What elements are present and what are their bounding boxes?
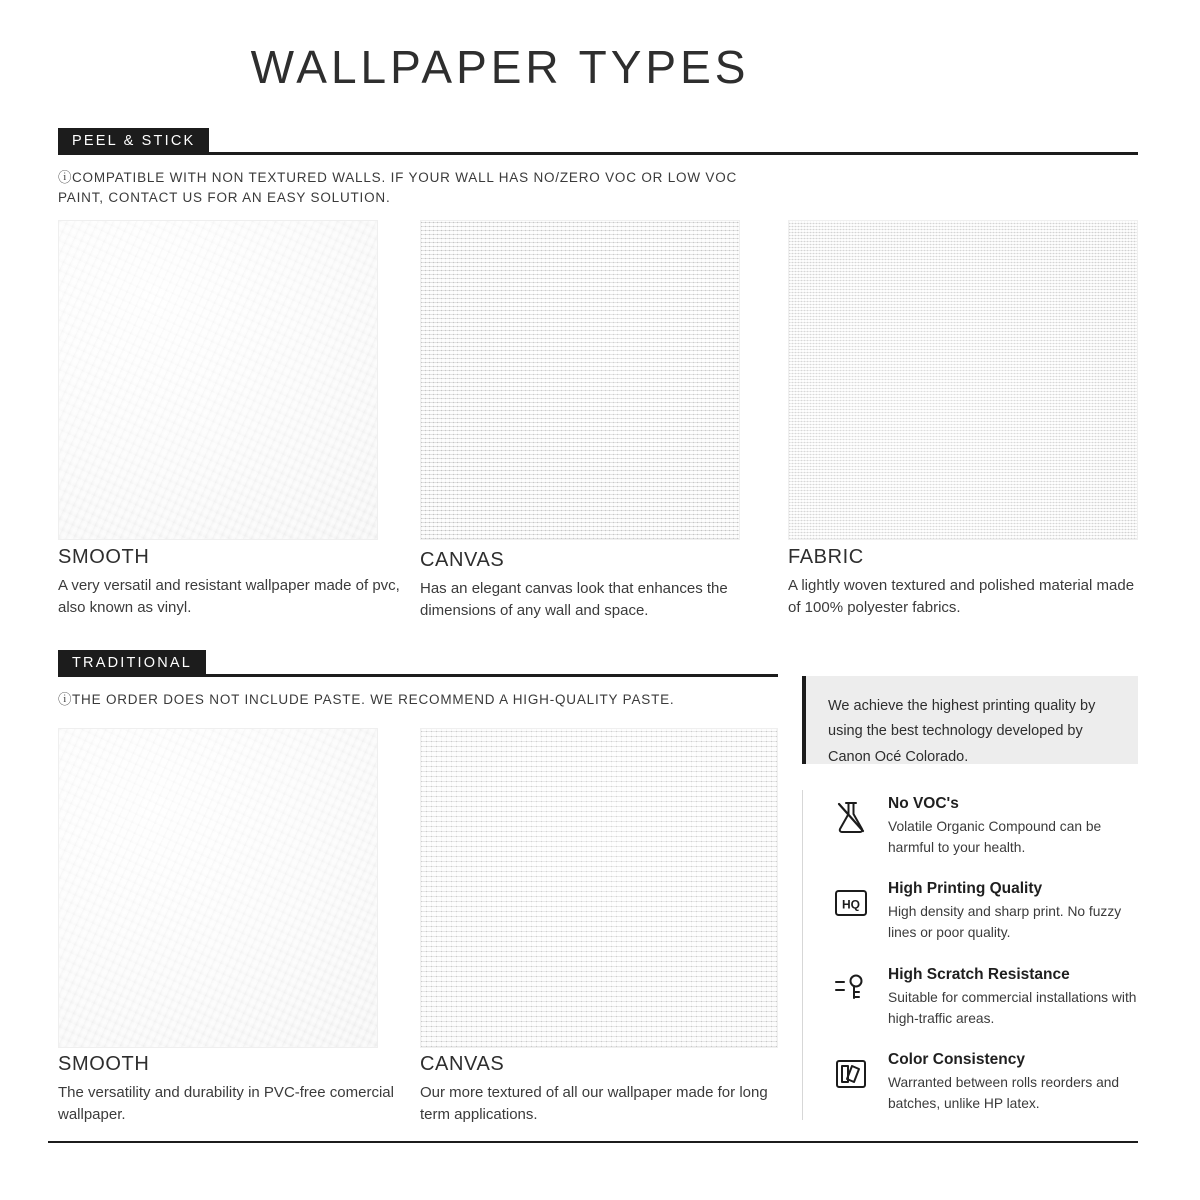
hq-print-icon xyxy=(830,882,872,924)
feature-description: Volatile Organic Compound can be harmful to your health. xyxy=(888,819,1102,855)
swatch-desc-canvas-2: Our more textured of all our wallpaper made for long term applications. xyxy=(420,1084,768,1123)
footer-rule xyxy=(48,1141,1138,1143)
quote-box xyxy=(806,676,1138,764)
swatch-desc-canvas-1: Has an elegant canvas look that enhances the dimensions of any wall and space. xyxy=(420,580,728,619)
section-rule-peel-stick xyxy=(58,152,1138,155)
feature-title: High Scratch Resistance xyxy=(888,966,1070,983)
swatch-title-canvas-1: CANVAS xyxy=(420,549,505,571)
svg-text:HQ: HQ xyxy=(842,897,860,912)
quote-text: We achieve the highest printing quality by using the best technology developed by Canon Océ Colorado. xyxy=(828,698,1096,765)
section-note-peel-stick xyxy=(58,168,758,207)
swatch-peel-stick-fabric xyxy=(788,220,1138,540)
info-icon: ⓘ xyxy=(58,170,73,185)
section-tag-peel-stick: PEEL & STICK xyxy=(58,128,209,155)
scratch-resistance-icon xyxy=(830,968,872,1010)
swatch-peel-stick-canvas xyxy=(420,220,740,540)
page-title: WALLPAPER TYPES xyxy=(250,41,750,93)
info-icon: ⓘ xyxy=(58,692,73,707)
swatch-title-smooth-2: SMOOTH xyxy=(58,1053,150,1075)
swatch-title-fabric-1: FABRIC xyxy=(788,546,864,568)
feature-title: High Printing Quality xyxy=(888,880,1043,897)
swatch-title-smooth-1: SMOOTH xyxy=(58,546,150,568)
swatch-peel-stick-smooth xyxy=(58,220,378,540)
feature-title: No VOC's xyxy=(888,795,959,812)
swatch-title-canvas-2: CANVAS xyxy=(420,1053,505,1075)
feature-description: Warranted between rolls reorders and batches, unlike HP latex. xyxy=(888,1075,1120,1111)
section-note-traditional xyxy=(58,690,778,710)
no-voc-flask-icon xyxy=(830,797,872,839)
section-note-text: THE ORDER DOES NOT INCLUDE PASTE. WE RECOMMEND A HIGH-QUALITY PASTE. xyxy=(72,692,675,707)
swatch-desc-smooth-1: A very versatil and resistant wallpaper made of pvc, also known as vinyl. xyxy=(58,577,400,616)
feature-list-divider xyxy=(802,790,803,1120)
color-consistency-icon xyxy=(830,1053,872,1095)
feature-description: High density and sharp print. No fuzzy lines or poor quality. xyxy=(888,904,1122,940)
swatch-desc-fabric-1: A lightly woven textured and polished material made of 100% polyester fabrics. xyxy=(788,577,1135,616)
swatch-traditional-smooth xyxy=(58,728,378,1048)
section-note-text: COMPATIBLE WITH NON TEXTURED WALLS. IF YOUR WALL HAS NO/ZERO VOC OR LOW VOC PAINT, CONTACT US FOR AN EASY SOLUTION. xyxy=(58,170,738,205)
swatch-desc-smooth-2: The versatility and durability in PVC-free comercial wallpaper. xyxy=(58,1084,394,1123)
feature-description: Suitable for commercial installations with high-traffic areas. xyxy=(888,990,1137,1026)
swatch-traditional-canvas xyxy=(420,728,778,1048)
section-tag-traditional: TRADITIONAL xyxy=(58,650,206,677)
feature-title: Color Consistency xyxy=(888,1051,1025,1068)
